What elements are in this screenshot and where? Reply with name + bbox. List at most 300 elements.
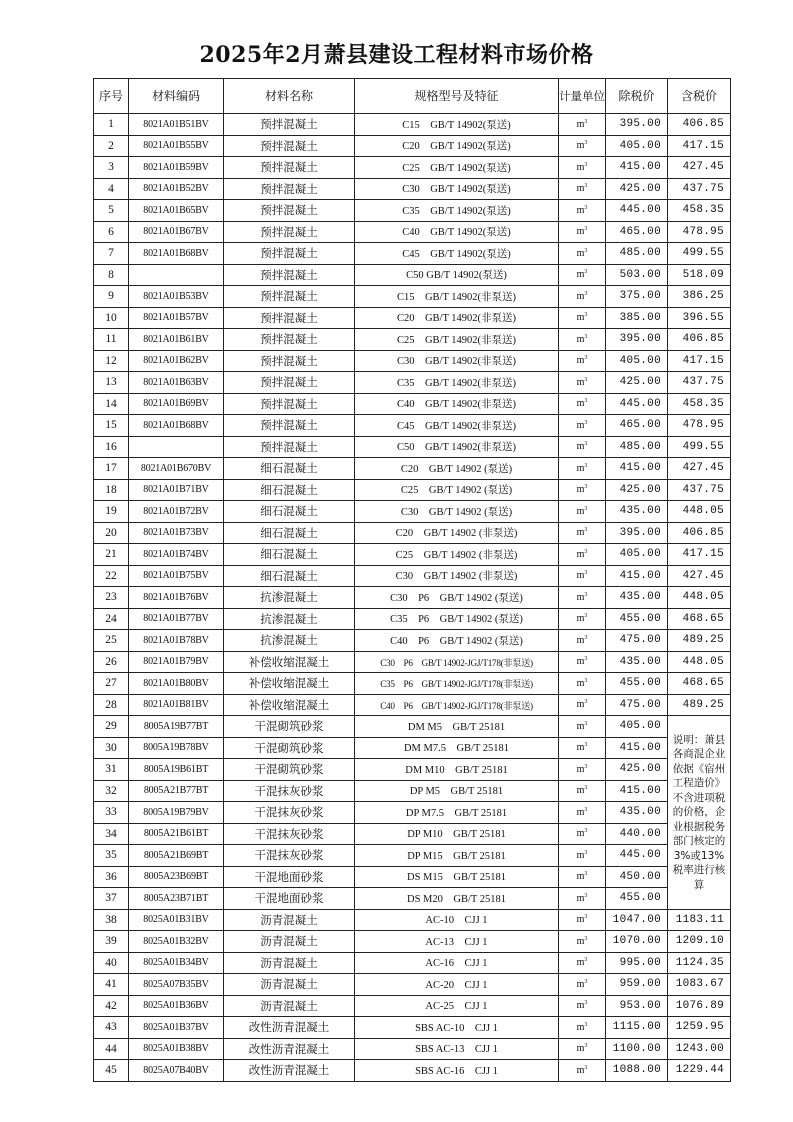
cell-no: 25 — [94, 630, 129, 652]
unit-sup: 3 — [584, 462, 588, 469]
cell-spec: AC-10 CJJ 1 — [355, 909, 559, 931]
cell-unit — [559, 479, 606, 501]
cell-unit — [559, 307, 606, 329]
unit-sup: 3 — [584, 226, 588, 233]
cell-code: 8021A01B78BV — [129, 630, 224, 652]
unit-base: m — [576, 742, 585, 754]
cell-spec: DM M7.5 GB/T 25181 — [355, 737, 559, 759]
table-row — [94, 329, 731, 351]
cell-no: 20 — [94, 522, 129, 544]
cell-unit — [559, 544, 606, 566]
table-row — [94, 135, 731, 157]
unit-sup: 3 — [584, 613, 588, 620]
unit-base: m — [576, 161, 585, 173]
cell-price-ex: 435.00 — [606, 501, 668, 523]
cell-unit — [559, 565, 606, 587]
table-row — [94, 522, 731, 544]
table-row — [94, 694, 731, 716]
unit-sup: 3 — [584, 269, 588, 276]
unit-base: m — [576, 527, 585, 539]
table-row — [94, 178, 731, 200]
cell-unit — [559, 501, 606, 523]
unit-sup: 3 — [584, 871, 588, 878]
cell-spec: DP M15 GB/T 25181 — [355, 845, 559, 867]
cell-name: 预拌混凝土 — [224, 157, 355, 179]
cell-code — [129, 264, 224, 286]
cell-no: 6 — [94, 221, 129, 243]
unit-base: m — [576, 613, 585, 625]
cell-no: 24 — [94, 608, 129, 630]
cell-code: 8021A01B71BV — [129, 479, 224, 501]
cell-spec: C50 GB/T 14902(泵送) — [355, 264, 559, 286]
cell-price-in: 1229.44 — [668, 1060, 731, 1082]
cell-no: 45 — [94, 1060, 129, 1082]
cell-no: 19 — [94, 501, 129, 523]
cell-unit — [559, 845, 606, 867]
cell-price-ex: 445.00 — [606, 200, 668, 222]
unit-base: m — [576, 892, 585, 904]
unit-sup: 3 — [584, 591, 588, 598]
unit-base: m — [576, 591, 585, 603]
cell-spec: C35 GB/T 14902(泵送) — [355, 200, 559, 222]
cell-price-in: 499.55 — [668, 436, 731, 458]
cell-price-ex: 425.00 — [606, 372, 668, 394]
table-row — [94, 243, 731, 265]
cell-price-in: 417.15 — [668, 350, 731, 372]
cell-price-in: 406.85 — [668, 522, 731, 544]
cell-code: 8021A01B74BV — [129, 544, 224, 566]
cell-spec: DS M15 GB/T 25181 — [355, 866, 559, 888]
unit-sup: 3 — [584, 140, 588, 147]
cell-name: 干混抹灰砂浆 — [224, 780, 355, 802]
cell-spec: C40 GB/T 14902(泵送) — [355, 221, 559, 243]
unit-sup: 3 — [584, 1000, 588, 1007]
cell-name: 细石混凝土 — [224, 479, 355, 501]
cell-name: 干混地面砂浆 — [224, 888, 355, 910]
cell-name: 改性沥青混凝土 — [224, 1017, 355, 1039]
cell-no: 18 — [94, 479, 129, 501]
cell-no: 27 — [94, 673, 129, 695]
cell-price-ex: 1088.00 — [606, 1060, 668, 1082]
cell-unit — [559, 931, 606, 953]
unit-sup: 3 — [584, 935, 588, 942]
unit-base: m — [576, 398, 585, 410]
unit-sup: 3 — [584, 806, 588, 813]
unit-base: m — [576, 1021, 585, 1033]
table-row — [94, 716, 731, 738]
table-row — [94, 479, 731, 501]
cell-unit — [559, 952, 606, 974]
table-row — [94, 587, 731, 609]
cell-price-ex: 385.00 — [606, 307, 668, 329]
cell-unit — [559, 716, 606, 738]
cell-price-ex: 425.00 — [606, 759, 668, 781]
cell-unit — [559, 737, 606, 759]
cell-price-ex: 415.00 — [606, 737, 668, 759]
cell-price-in: 468.65 — [668, 673, 731, 695]
table-row — [94, 157, 731, 179]
table-row — [94, 114, 731, 136]
cell-code: 8025A01B31BV — [129, 909, 224, 931]
cell-price-in: 1209.10 — [668, 931, 731, 953]
unit-sup: 3 — [584, 247, 588, 254]
table-row — [94, 221, 731, 243]
cell-unit — [559, 114, 606, 136]
cell-unit — [559, 372, 606, 394]
cell-code: 8021A01B62BV — [129, 350, 224, 372]
cell-spec: C35 P6 GB/T 14902 (泵送) — [355, 608, 559, 630]
cell-no: 13 — [94, 372, 129, 394]
cell-spec: DP M7.5 GB/T 25181 — [355, 802, 559, 824]
cell-name: 预拌混凝土 — [224, 114, 355, 136]
cell-no: 30 — [94, 737, 129, 759]
cell-code: 8021A01B63BV — [129, 372, 224, 394]
unit-sup: 3 — [584, 355, 588, 362]
cell-code: 8021A01B77BV — [129, 608, 224, 630]
unit-sup: 3 — [584, 957, 588, 964]
cell-name: 预拌混凝土 — [224, 350, 355, 372]
table-row — [94, 823, 731, 845]
cell-code: 8005A21B61BT — [129, 823, 224, 845]
unit-sup: 3 — [584, 484, 588, 491]
cell-no: 5 — [94, 200, 129, 222]
cell-code: 8005A19B78BV — [129, 737, 224, 759]
cell-price-in: 1243.00 — [668, 1038, 731, 1060]
cell-no: 22 — [94, 565, 129, 587]
cell-price-ex: 395.00 — [606, 522, 668, 544]
cell-name: 干混砌筑砂浆 — [224, 759, 355, 781]
cell-code: 8021A01B80BV — [129, 673, 224, 695]
cell-code: 8021A01B59BV — [129, 157, 224, 179]
cell-name: 预拌混凝土 — [224, 436, 355, 458]
cell-spec: SBS AC-10 CJJ 1 — [355, 1017, 559, 1039]
unit-sup: 3 — [584, 505, 588, 512]
cell-spec: SBS AC-16 CJJ 1 — [355, 1060, 559, 1082]
cell-name: 预拌混凝土 — [224, 178, 355, 200]
unit-base: m — [576, 699, 585, 711]
cell-code: 8025A01B36BV — [129, 995, 224, 1017]
table-row — [94, 458, 731, 480]
cell-unit — [559, 630, 606, 652]
cell-spec: C25 GB/T 14902 (非泵送) — [355, 544, 559, 566]
unit-sup: 3 — [584, 677, 588, 684]
cell-spec: DM M5 GB/T 25181 — [355, 716, 559, 738]
cell-price-in: 427.45 — [668, 157, 731, 179]
unit-base: m — [576, 376, 585, 388]
unit-base: m — [576, 140, 585, 152]
unit-base: m — [576, 1043, 585, 1055]
cell-spec: C20 GB/T 14902(泵送) — [355, 135, 559, 157]
cell-spec: C20 GB/T 14902 (非泵送) — [355, 522, 559, 544]
cell-price-ex: 405.00 — [606, 716, 668, 738]
cell-code: 8025A01B37BV — [129, 1017, 224, 1039]
cell-no: 16 — [94, 436, 129, 458]
table-row — [94, 544, 731, 566]
cell-price-in: 1259.95 — [668, 1017, 731, 1039]
cell-unit — [559, 415, 606, 437]
unit-base: m — [576, 462, 585, 474]
cell-name: 细石混凝土 — [224, 458, 355, 480]
cell-price-ex: 455.00 — [606, 673, 668, 695]
cell-no: 3 — [94, 157, 129, 179]
table-row — [94, 866, 731, 888]
cell-name: 预拌混凝土 — [224, 372, 355, 394]
cell-no: 10 — [94, 307, 129, 329]
unit-sup: 3 — [584, 312, 588, 319]
cell-no: 15 — [94, 415, 129, 437]
cell-no: 29 — [94, 716, 129, 738]
cell-name: 补偿收缩混凝土 — [224, 651, 355, 673]
unit-base: m — [576, 957, 585, 969]
cell-name: 改性沥青混凝土 — [224, 1060, 355, 1082]
cell-price-ex: 440.00 — [606, 823, 668, 845]
cell-price-in: 417.15 — [668, 135, 731, 157]
table-row — [94, 393, 731, 415]
cell-spec: C30 P6 GB/T 14902 (泵送) — [355, 587, 559, 609]
cell-no: 26 — [94, 651, 129, 673]
cell-price-ex: 445.00 — [606, 393, 668, 415]
table-row — [94, 1038, 731, 1060]
unit-base: m — [576, 247, 585, 259]
unit-sup: 3 — [584, 376, 588, 383]
cell-code: 8005A23B71BT — [129, 888, 224, 910]
cell-no: 36 — [94, 866, 129, 888]
unit-sup: 3 — [584, 978, 588, 985]
table-row — [94, 565, 731, 587]
note-cell: 说明：萧县各商混企业依据《宿州工程造价》不含进项税的价格，企业根据税务部门核定的3%或13%税率进行核算 — [668, 716, 731, 910]
cell-name: 干混抹灰砂浆 — [224, 802, 355, 824]
cell-no: 33 — [94, 802, 129, 824]
table-row — [94, 200, 731, 222]
cell-no: 37 — [94, 888, 129, 910]
cell-code: 8021A01B76BV — [129, 587, 224, 609]
cell-spec: C40 P6 GB/T 14902 (泵送) — [355, 630, 559, 652]
cell-spec: C30 GB/T 14902(泵送) — [355, 178, 559, 200]
cell-code: 8021A01B72BV — [129, 501, 224, 523]
cell-price-ex: 475.00 — [606, 694, 668, 716]
cell-price-ex: 405.00 — [606, 544, 668, 566]
cell-price-ex: 435.00 — [606, 802, 668, 824]
table-row — [94, 1017, 731, 1039]
table-row — [94, 780, 731, 802]
cell-price-in: 396.55 — [668, 307, 731, 329]
cell-spec: AC-20 CJJ 1 — [355, 974, 559, 996]
cell-spec: C25 GB/T 14902(泵送) — [355, 157, 559, 179]
cell-spec: DP M10 GB/T 25181 — [355, 823, 559, 845]
unit-sup: 3 — [584, 118, 588, 125]
unit-sup: 3 — [584, 161, 588, 168]
cell-price-ex: 435.00 — [606, 651, 668, 673]
cell-price-in: 499.55 — [668, 243, 731, 265]
cell-price-in: 406.85 — [668, 114, 731, 136]
cell-no: 12 — [94, 350, 129, 372]
unit-sup: 3 — [584, 183, 588, 190]
cell-price-in: 437.75 — [668, 372, 731, 394]
cell-price-ex: 1100.00 — [606, 1038, 668, 1060]
cell-spec: C30 P6 GB/T 14902-JGJ/T178(非泵送) — [355, 651, 559, 673]
cell-unit — [559, 157, 606, 179]
cell-name: 细石混凝土 — [224, 501, 355, 523]
unit-sup: 3 — [584, 548, 588, 555]
cell-no: 39 — [94, 931, 129, 953]
table-row — [94, 350, 731, 372]
cell-no: 41 — [94, 974, 129, 996]
table-row — [94, 995, 731, 1017]
unit-base: m — [576, 118, 585, 130]
cell-no: 1 — [94, 114, 129, 136]
cell-unit — [559, 178, 606, 200]
cell-spec: C35 P6 GB/T 14902-JGJ/T178(非泵送) — [355, 673, 559, 695]
cell-name: 预拌混凝土 — [224, 200, 355, 222]
cell-unit — [559, 436, 606, 458]
cell-name: 预拌混凝土 — [224, 286, 355, 308]
header-name: 材料名称 — [224, 79, 355, 114]
cell-price-ex: 415.00 — [606, 565, 668, 587]
cell-unit — [559, 393, 606, 415]
unit-base: m — [576, 441, 585, 453]
cell-price-in: 386.25 — [668, 286, 731, 308]
table-row — [94, 415, 731, 437]
cell-unit — [559, 995, 606, 1017]
cell-code: 8025A07B40BV — [129, 1060, 224, 1082]
unit-base: m — [576, 828, 585, 840]
table-row — [94, 845, 731, 867]
cell-name: 抗渗混凝土 — [224, 608, 355, 630]
cell-price-ex: 425.00 — [606, 178, 668, 200]
cell-spec: C25 GB/T 14902(非泵送) — [355, 329, 559, 351]
cell-spec: C20 GB/T 14902(非泵送) — [355, 307, 559, 329]
unit-base: m — [576, 1000, 585, 1012]
cell-price-ex: 445.00 — [606, 845, 668, 867]
table-row — [94, 952, 731, 974]
cell-name: 抗渗混凝土 — [224, 587, 355, 609]
cell-name: 干混砌筑砂浆 — [224, 737, 355, 759]
cell-no: 8 — [94, 264, 129, 286]
unit-sup: 3 — [584, 1064, 588, 1071]
cell-name: 细石混凝土 — [224, 544, 355, 566]
cell-price-ex: 959.00 — [606, 974, 668, 996]
cell-price-in: 489.25 — [668, 694, 731, 716]
table-row — [94, 737, 731, 759]
cell-unit — [559, 888, 606, 910]
table-row — [94, 909, 731, 931]
cell-price-in: 1124.35 — [668, 952, 731, 974]
cell-name: 预拌混凝土 — [224, 415, 355, 437]
cell-price-ex: 405.00 — [606, 350, 668, 372]
header-unit: 计量单位 — [559, 79, 606, 114]
cell-unit — [559, 1060, 606, 1082]
unit-sup: 3 — [584, 1021, 588, 1028]
cell-code: 8005A21B69BT — [129, 845, 224, 867]
cell-price-ex: 375.00 — [606, 286, 668, 308]
unit-base: m — [576, 419, 585, 431]
cell-price-in: 437.75 — [668, 178, 731, 200]
cell-code: 8021A01B67BV — [129, 221, 224, 243]
unit-sup: 3 — [584, 720, 588, 727]
cell-unit — [559, 802, 606, 824]
cell-no: 34 — [94, 823, 129, 845]
cell-unit — [559, 780, 606, 802]
cell-spec: C30 GB/T 14902 (泵送) — [355, 501, 559, 523]
cell-unit — [559, 1038, 606, 1060]
table-header-row — [94, 79, 731, 114]
cell-no: 35 — [94, 845, 129, 867]
cell-price-ex: 415.00 — [606, 458, 668, 480]
unit-sup: 3 — [584, 1043, 588, 1050]
cell-code: 8021A01B79BV — [129, 651, 224, 673]
header-spec: 规格型号及特征 — [355, 79, 559, 114]
cell-unit — [559, 608, 606, 630]
cell-name: 预拌混凝土 — [224, 135, 355, 157]
header-price-in: 含税价 — [668, 79, 731, 114]
table-row — [94, 608, 731, 630]
cell-name: 预拌混凝土 — [224, 243, 355, 265]
cell-code: 8021A01B65BV — [129, 200, 224, 222]
cell-no: 11 — [94, 329, 129, 351]
cell-no: 42 — [94, 995, 129, 1017]
unit-sup: 3 — [584, 828, 588, 835]
cell-price-ex: 503.00 — [606, 264, 668, 286]
cell-price-ex: 450.00 — [606, 866, 668, 888]
cell-name: 预拌混凝土 — [224, 393, 355, 415]
unit-base: m — [576, 677, 585, 689]
cell-name: 抗渗混凝土 — [224, 630, 355, 652]
cell-price-ex: 995.00 — [606, 952, 668, 974]
cell-price-in: 458.35 — [668, 200, 731, 222]
cell-no: 28 — [94, 694, 129, 716]
unit-sup: 3 — [584, 849, 588, 856]
cell-no: 21 — [94, 544, 129, 566]
cell-code: 8021A01B61BV — [129, 329, 224, 351]
unit-base: m — [576, 312, 585, 324]
cell-unit — [559, 823, 606, 845]
cell-spec: AC-25 CJJ 1 — [355, 995, 559, 1017]
unit-base: m — [576, 763, 585, 775]
cell-spec: C35 GB/T 14902(非泵送) — [355, 372, 559, 394]
table-row — [94, 974, 731, 996]
cell-name: 补偿收缩混凝土 — [224, 673, 355, 695]
unit-base: m — [576, 570, 585, 582]
table-row — [94, 501, 731, 523]
cell-spec: SBS AC-13 CJJ 1 — [355, 1038, 559, 1060]
cell-code: 8021A01B670BV — [129, 458, 224, 480]
cell-name: 干混砌筑砂浆 — [224, 716, 355, 738]
unit-sup: 3 — [584, 763, 588, 770]
cell-price-in: 1076.89 — [668, 995, 731, 1017]
cell-code: 8025A07B35BV — [129, 974, 224, 996]
cell-no: 4 — [94, 178, 129, 200]
cell-no: 44 — [94, 1038, 129, 1060]
cell-no: 9 — [94, 286, 129, 308]
cell-code: 8021A01B73BV — [129, 522, 224, 544]
cell-price-ex: 455.00 — [606, 888, 668, 910]
header-no: 序号 — [94, 79, 129, 114]
cell-spec: C45 GB/T 14902(非泵送) — [355, 415, 559, 437]
table-row — [94, 436, 731, 458]
cell-spec: C15 GB/T 14902(泵送) — [355, 114, 559, 136]
cell-spec: DP M5 GB/T 25181 — [355, 780, 559, 802]
cell-name: 细石混凝土 — [224, 522, 355, 544]
cell-name: 沥青混凝土 — [224, 974, 355, 996]
header-price-ex: 除税价 — [606, 79, 668, 114]
cell-price-in: 478.95 — [668, 415, 731, 437]
cell-price-in: 427.45 — [668, 565, 731, 587]
unit-base: m — [576, 505, 585, 517]
unit-sup: 3 — [584, 290, 588, 297]
cell-code: 8021A01B52BV — [129, 178, 224, 200]
cell-price-in: 489.25 — [668, 630, 731, 652]
cell-price-in: 448.05 — [668, 587, 731, 609]
